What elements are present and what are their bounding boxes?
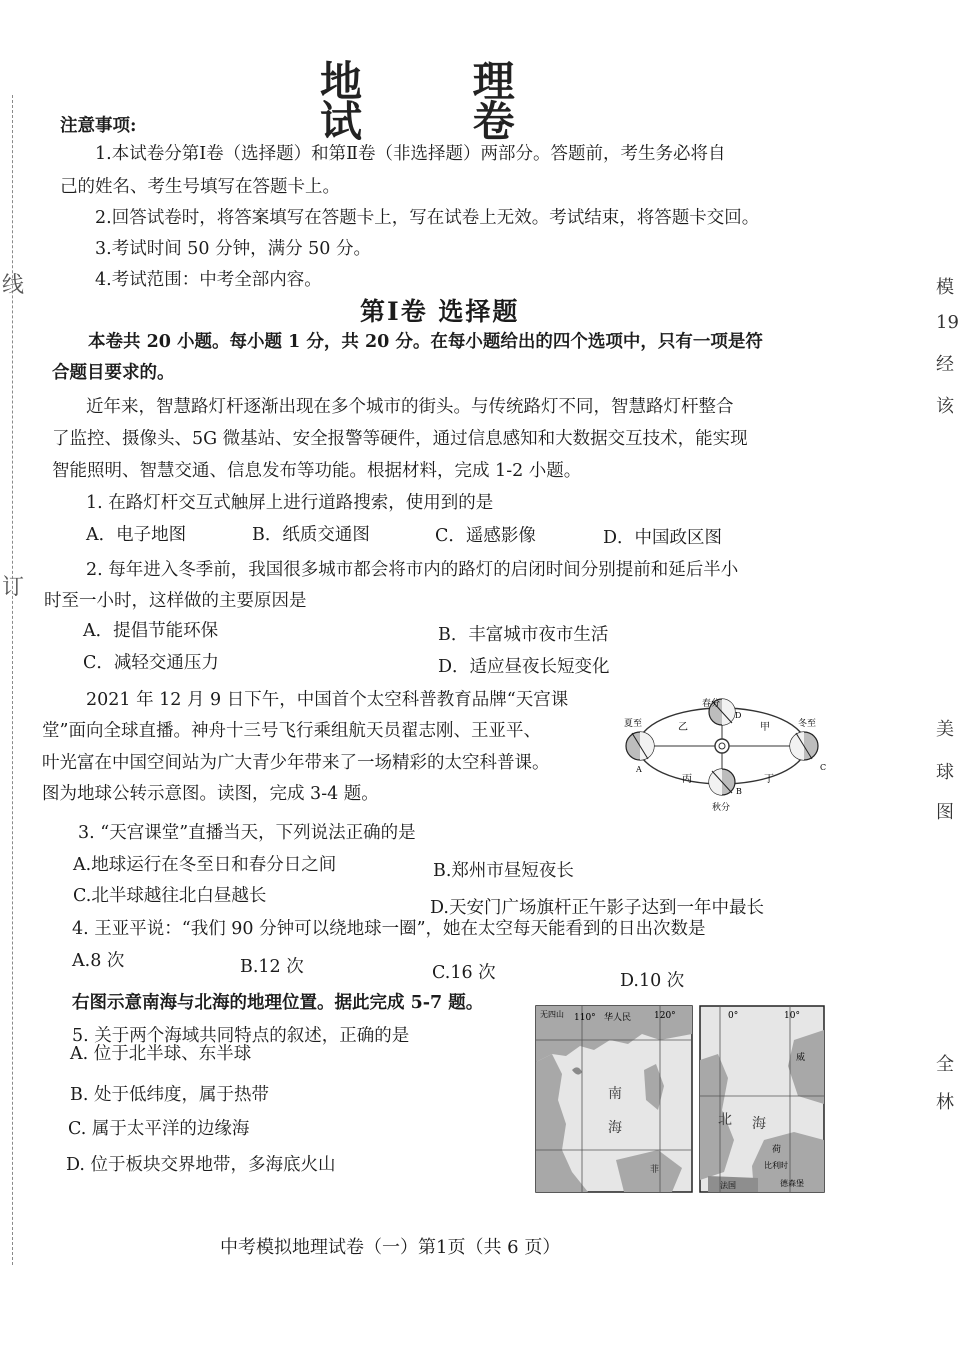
passage-line: 2021 年 12 月 9 日下午，中国首个太空科普教育品牌“天宫课: [86, 690, 569, 710]
section-instruction: 本卷共 20 小题。每小题 1 分，共 20 分。在每小题给出的四个选项中，只有一项是符: [88, 332, 763, 352]
bleed-char: 经: [936, 354, 954, 375]
label-country-france: 法国: [720, 1181, 736, 1190]
earth-summer: [626, 732, 654, 760]
label-country-he: 荷: [772, 1145, 782, 1155]
q2-option-b: B．丰富城市夜市生活: [438, 625, 609, 645]
earth-orbit-diagram: [622, 698, 827, 820]
notice-line: 2.回答试卷时，将答案填写在答题卡上，写在试卷上无效。考试结束，将答题卡交回。: [95, 208, 760, 228]
q1-option-b: B．纸质交通图: [252, 525, 370, 545]
label-bing: 丙: [682, 774, 692, 785]
label-ding: 丁: [764, 774, 774, 785]
bleed-char: 林: [936, 1092, 954, 1113]
q2-option-c: C．减轻交通压力: [83, 653, 219, 673]
earth-winter: [790, 732, 818, 760]
notice-line: 3.考试时间 50 分钟，满分 50 分。: [95, 239, 371, 259]
label-winter: 冬至: [798, 719, 817, 729]
bleed-char: 美: [936, 719, 954, 740]
q1-option-c: C．遥感影像: [435, 526, 536, 546]
label-C: C: [820, 763, 827, 772]
question-3-stem: 3. “天宫课堂”直播当天，下列说法正确的是: [78, 823, 416, 843]
label-yi: 乙: [678, 722, 688, 733]
label-country-lux: 德森堡: [780, 1179, 804, 1188]
south-china-sea-map: [536, 1006, 692, 1192]
q5-option-b: B. 处于低纬度，属于热带: [70, 1085, 269, 1105]
label-south: 南: [608, 1086, 622, 1102]
q3-option-c: C.北半球越往北白昼越长: [73, 886, 267, 906]
label-D: D: [735, 711, 742, 720]
label-jia: 甲: [760, 722, 770, 733]
passage-line: 智能照明、智慧交通、信息发布等功能。根据材料，完成 1-2 小题。: [52, 461, 582, 481]
q3-option-b: B.郑州市昼短夜长: [433, 861, 574, 881]
page-footer: 中考模拟地理试卷（一）第1页（共 6 页）: [220, 1237, 561, 1258]
bleed-char: 该: [936, 396, 954, 417]
bleed-char: 19: [936, 312, 959, 333]
label-north: 北: [718, 1112, 732, 1128]
north-sea-map: [700, 1006, 824, 1192]
label-country-wei: 威: [796, 1053, 806, 1063]
notice-line: 己的姓名、考生号填写在答题卡上。: [60, 177, 340, 197]
q1-option-a: A．电子地图: [86, 525, 187, 545]
q4-option-a: A.8 次: [72, 951, 125, 971]
label-philippines: 菲: [650, 1165, 660, 1175]
passage-line: 堂”面向全球直播。神舟十三号飞行乘组航天员翟志刚、王亚平、: [42, 721, 541, 741]
label-country-belgium: 比利时: [764, 1161, 788, 1170]
q2-option-d: D．适应昼夜长短变化: [438, 657, 610, 677]
passage-line: 了监控、摄像头、5G 微基站、安全报警等硬件，通过信息感知和大数据交互技术，能实现: [52, 429, 748, 449]
label-B: B: [736, 787, 742, 796]
passage-line: 近年来，智慧路灯杆逐渐出现在多个城市的街头。与传统路灯不同，智慧路灯杆整合: [86, 397, 734, 417]
bleed-char: 模: [936, 277, 954, 298]
label-lon-120: 120°: [654, 1011, 676, 1021]
passage-line: 右图示意南海与北海的地理位置。据此完成 5-7 题。: [72, 993, 484, 1013]
label-north-sea: 海: [752, 1116, 766, 1132]
label-autumn: 秋分: [712, 803, 731, 813]
q5-option-c: C. 属于太平洋的边缘海: [68, 1119, 250, 1139]
q4-option-b: B.12 次: [240, 957, 304, 977]
notice-line: 1.本试卷分第Ⅰ卷（选择题）和第Ⅱ卷（非选择题）两部分。答题前，考生务必将自: [95, 144, 726, 164]
seas-map-figure: [532, 1000, 828, 1198]
question-2-stem: 2. 每年进入冬季前，我国很多城市都会将市内的路灯的启闭时间分别提前和延后半小: [86, 560, 739, 580]
q4-option-d: D.10 次: [620, 971, 685, 991]
passage-line: 图为地球公转示意图。读图，完成 3-4 题。: [42, 784, 379, 804]
bleed-char: 球: [936, 762, 954, 783]
q2-option-a: A．提倡节能环保: [83, 621, 219, 641]
margin-mark-line: 线: [2, 273, 25, 298]
question-2-stem: 时至一小时，这样做的主要原因是: [44, 591, 307, 611]
section-title: 第Ⅰ卷 选择题: [360, 297, 520, 326]
bleed-char: 全: [936, 1054, 954, 1075]
section-instruction: 合题目要求的。: [52, 363, 175, 383]
question-1-stem: 1. 在路灯杆交互式触屏上进行道路搜索，使用到的是: [86, 493, 494, 513]
label-lon-110: 110°: [574, 1013, 596, 1023]
map-corner-label: 无四山: [540, 1010, 564, 1019]
q3-option-d: D.天安门广场旗杆正午影子达到一年中最长: [430, 898, 764, 918]
notice-heading: 注意事项:: [60, 116, 137, 136]
q4-option-c: C.16 次: [432, 963, 496, 983]
label-A: A: [636, 765, 642, 774]
earth-autumn: [709, 769, 735, 795]
margin-mark-bind: 订: [2, 575, 25, 600]
label-coast: 华人民: [604, 1013, 632, 1023]
bleed-char: 图: [936, 802, 954, 823]
q3-option-a: A.地球运行在冬至日和春分日之间: [73, 855, 337, 875]
notice-line: 4.考试范围：中考全部内容。: [95, 270, 322, 290]
q5-option-a: A. 位于北半球、东半球: [70, 1044, 252, 1064]
label-lon-0: 0°: [728, 1011, 739, 1021]
exam-title: 地 理 试 卷: [320, 57, 563, 146]
label-lon-10: 10°: [784, 1011, 800, 1021]
question-5-stem: 5. 关于两个海域共同特点的叙述，正确的是: [72, 1026, 410, 1046]
q5-option-d: D. 位于板块交界地带，多海底火山: [66, 1155, 336, 1175]
passage-line: 叶光富在中国空间站为广大青少年带来了一场精彩的太空科普课。: [42, 753, 550, 773]
label-spring: 春分: [702, 699, 721, 709]
label-south-sea: 海: [608, 1120, 622, 1136]
label-summer: 夏至: [624, 719, 643, 729]
question-4-stem: 4. 王亚平说：“我们 90 分钟可以绕地球一圈”，她在太空每天能看到的日出次数是: [72, 919, 706, 939]
q1-option-d: D．中国政区图: [603, 528, 723, 548]
